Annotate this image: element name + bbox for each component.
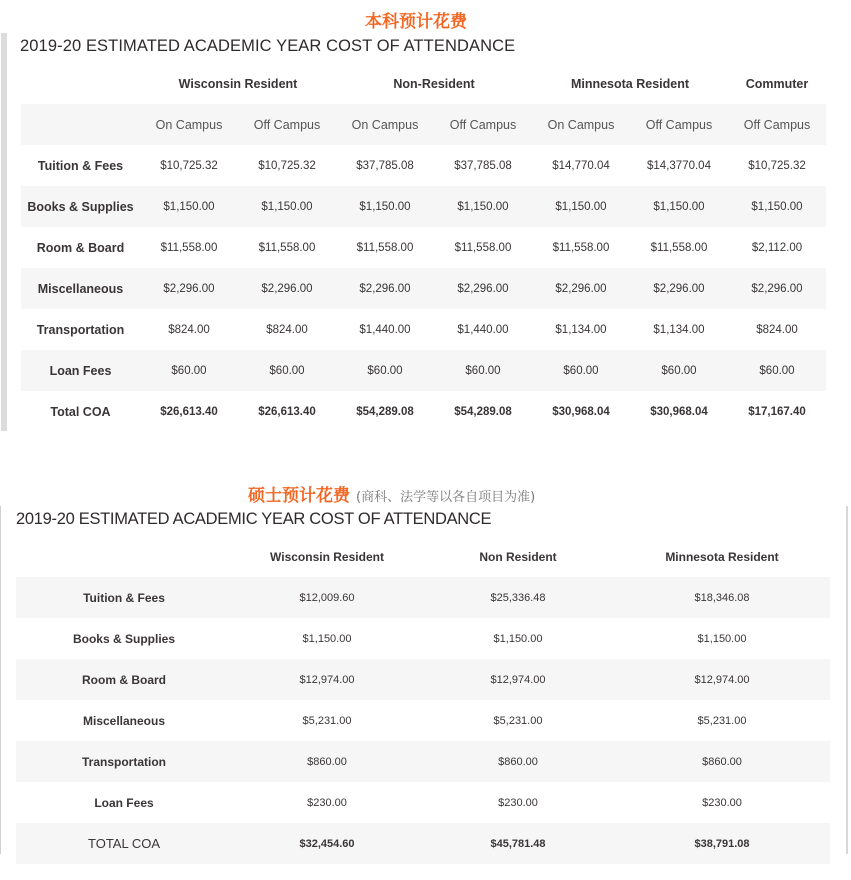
row-label: Tuition & Fees <box>16 577 232 618</box>
group-header-row <box>16 536 830 577</box>
cell-value: $5,231.00 <box>697 714 747 727</box>
sub-header: On Campus <box>140 104 238 145</box>
cell-value: $18,346.08 <box>614 577 830 618</box>
undergrad-cost-table <box>21 63 826 432</box>
cell-value: $860.00 <box>232 741 422 782</box>
graduate-cost-panel <box>0 506 851 854</box>
group-header-non-resident: Non Resident <box>479 549 557 564</box>
row-label: Room & Board <box>36 240 125 255</box>
cell-value: $14,770.04 <box>552 159 610 172</box>
table-row-room-board <box>16 659 830 700</box>
table-row-books <box>21 186 826 227</box>
cell-value: $54,289.08 <box>454 405 512 418</box>
cell-value: $14,3770.04 <box>647 159 711 172</box>
sub-header: Off Campus <box>434 104 532 145</box>
cell-value: $60.00 <box>434 350 532 391</box>
cell-value: $17,167.40 <box>748 405 806 418</box>
panel-left-bar <box>1 33 7 431</box>
cell-value: $32,454.60 <box>232 823 422 864</box>
cell-value: $26,613.40 <box>258 405 316 418</box>
cell-value: $824.00 <box>756 323 798 336</box>
sub-header: On Campus <box>336 104 434 145</box>
cell-value: $30,968.04 <box>650 405 708 418</box>
sub-header: Off Campus <box>728 104 826 145</box>
graduate-heading-text: 硕士预计花费 <box>248 486 350 506</box>
cell-value: $10,725.32 <box>748 159 806 172</box>
table-row-misc <box>16 700 830 741</box>
cell-value: $1,150.00 <box>140 186 238 227</box>
row-label: Room & Board <box>16 659 232 700</box>
cell-value: $860.00 <box>422 741 614 782</box>
cell-value: $1,440.00 <box>359 323 411 336</box>
cell-value: $12,974.00 <box>232 659 422 700</box>
cell-value: $2,296.00 <box>238 268 336 309</box>
row-label: Transportation <box>36 322 125 337</box>
cell-value: $2,296.00 <box>434 268 532 309</box>
cell-value: $38,791.08 <box>614 823 830 864</box>
table-row-total <box>16 823 830 864</box>
cell-value: $37,785.08 <box>454 159 512 172</box>
cell-value: $60.00 <box>532 350 630 391</box>
cell-value: $1,150.00 <box>532 186 630 227</box>
cell-value: $11,558.00 <box>356 241 414 254</box>
row-label: Books & Supplies <box>21 186 140 227</box>
cell-value: $10,725.32 <box>160 159 218 172</box>
table-row-transportation <box>21 309 826 350</box>
panel-left-border <box>0 506 1 854</box>
cell-value: $1,150.00 <box>434 186 532 227</box>
panel-right-border <box>846 506 848 854</box>
cell-value: $60.00 <box>336 350 434 391</box>
sub-header-row <box>21 104 826 145</box>
cell-value: $1,150.00 <box>493 632 543 645</box>
cell-value: $230.00 <box>702 796 742 809</box>
cell-value: $1,150.00 <box>302 632 352 645</box>
table-row-loan-fees <box>21 350 826 391</box>
table-row-room-board <box>21 227 826 268</box>
group-header-wisconsin: Wisconsin Resident <box>178 76 298 91</box>
row-label: TOTAL COA <box>16 823 232 864</box>
cell-value: $1,134.00 <box>653 323 705 336</box>
cell-value: $824.00 <box>266 323 308 336</box>
graduate-heading-note: (商科、法学等以各自项目为准) <box>356 490 536 505</box>
cell-value: $1,150.00 <box>697 632 747 645</box>
group-header-commuter: Commuter <box>745 76 809 91</box>
table-row-tuition <box>21 145 826 186</box>
cell-value: $2,296.00 <box>630 268 728 309</box>
graduate-cost-table <box>16 536 830 864</box>
table-row-transportation <box>16 741 830 782</box>
cell-value: $1,150.00 <box>336 186 434 227</box>
row-label: Books & Supplies <box>72 631 176 646</box>
cell-value: $45,781.48 <box>422 823 614 864</box>
cell-value: $2,296.00 <box>728 268 826 309</box>
cell-value: $824.00 <box>168 323 210 336</box>
group-header-minnesota: Minnesota Resident <box>665 549 779 564</box>
cell-value: $11,558.00 <box>650 241 708 254</box>
group-header-minnesota: Minnesota Resident <box>570 76 690 91</box>
group-header-row <box>21 63 826 104</box>
cell-value: $2,112.00 <box>751 241 803 254</box>
undergrad-table-title: 2019-20 ESTIMATED ACADEMIC YEAR COST OF ATTENDANCE <box>20 37 516 55</box>
cell-value: $1,150.00 <box>238 186 336 227</box>
table-row-books <box>16 618 830 659</box>
sub-header-blank <box>21 104 140 145</box>
cell-value: $26,613.40 <box>160 405 218 418</box>
cell-value: $30,968.04 <box>552 405 610 418</box>
row-label: Transportation <box>16 741 232 782</box>
undergrad-cost-panel <box>0 33 845 431</box>
sub-header: On Campus <box>532 104 630 145</box>
cell-value: $11,558.00 <box>160 241 218 254</box>
row-label: Loan Fees <box>94 795 154 810</box>
cell-value: $230.00 <box>307 796 347 809</box>
cell-value: $2,296.00 <box>532 268 630 309</box>
row-label: Tuition & Fees <box>37 158 124 173</box>
cell-value: $60.00 <box>630 350 728 391</box>
cell-value: $1,150.00 <box>630 186 728 227</box>
sub-header: Off Campus <box>238 104 336 145</box>
group-header-non-resident: Non-Resident <box>393 76 475 91</box>
sub-header: Off Campus <box>630 104 728 145</box>
cell-value: $230.00 <box>498 796 538 809</box>
table-row-tuition <box>16 577 830 618</box>
cell-value: $11,558.00 <box>552 241 610 254</box>
cell-value: $11,558.00 <box>258 241 316 254</box>
row-label: Loan Fees <box>21 350 140 391</box>
cell-value: $5,231.00 <box>302 714 352 727</box>
cell-value: $5,231.00 <box>493 714 543 727</box>
corner-cell <box>16 536 232 577</box>
row-label: Miscellaneous <box>82 713 166 728</box>
cell-value: $12,009.60 <box>232 577 422 618</box>
cell-value: $1,440.00 <box>457 323 509 336</box>
cell-value: $10,725.32 <box>258 159 316 172</box>
undergrad-heading <box>365 7 467 32</box>
cell-value: $1,134.00 <box>555 323 607 336</box>
table-row-total <box>21 391 826 432</box>
row-label: Total COA <box>50 404 111 419</box>
cell-value: $2,296.00 <box>140 268 238 309</box>
cell-value: $60.00 <box>238 350 336 391</box>
cell-value: $1,150.00 <box>728 186 826 227</box>
corner-cell <box>21 63 140 104</box>
graduate-table-title: 2019-20 ESTIMATED ACADEMIC YEAR COST OF ATTENDANCE <box>16 510 492 528</box>
cell-value: $54,289.08 <box>356 405 414 418</box>
cell-value: $860.00 <box>614 741 830 782</box>
cell-value: $60.00 <box>728 350 826 391</box>
table-row-loan-fees <box>16 782 830 823</box>
cell-value: $37,785.08 <box>356 159 414 172</box>
graduate-heading <box>248 481 535 506</box>
table-row-misc <box>21 268 826 309</box>
cell-value: $60.00 <box>140 350 238 391</box>
cell-value: $11,558.00 <box>454 241 512 254</box>
undergrad-heading-text: 本科预计花费 <box>365 12 467 32</box>
row-label: Miscellaneous <box>21 268 140 309</box>
cell-value: $2,296.00 <box>336 268 434 309</box>
cell-value: $12,974.00 <box>422 659 614 700</box>
group-header-wisconsin: Wisconsin Resident <box>270 549 384 564</box>
cell-value: $12,974.00 <box>614 659 830 700</box>
cell-value: $25,336.48 <box>422 577 614 618</box>
